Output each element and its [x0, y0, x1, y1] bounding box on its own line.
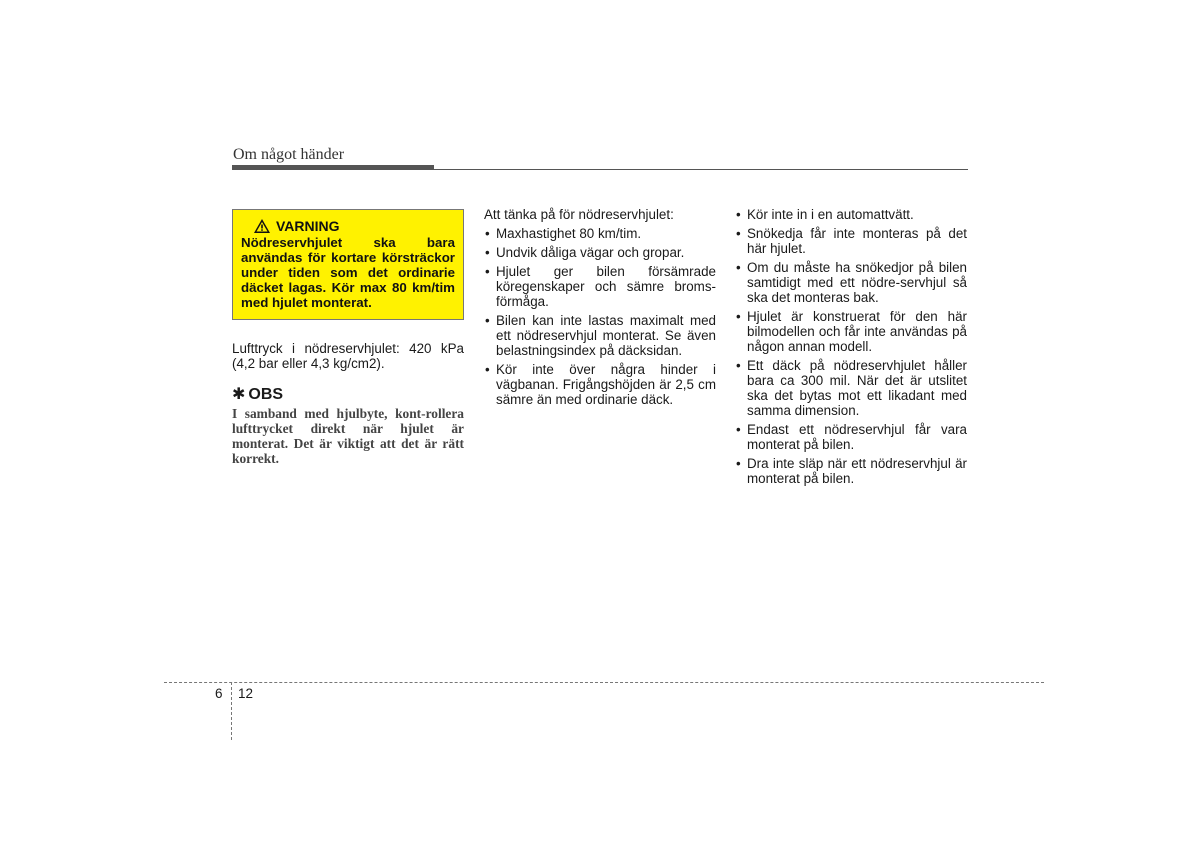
list-item: • Bilen kan inte lastas maximalt med ett nödreservhjul monterat. Se även belastningsindex på däcksidan. [484, 313, 716, 358]
list-intro: Att tänka på för nödreservhjulet: [484, 207, 674, 222]
pressure-text: Lufttryck i nödreservhjulet: 420 kPa (4,2 bar eller 4,3 kg/cm2). [232, 341, 464, 371]
list-item: • Dra inte släp när ett nödreservhjul är monterat på bilen. [735, 456, 967, 486]
list-item: • Hjulet är konstruerat för den här bilmodellen och får inte användas på någon annan modell. [735, 309, 967, 354]
footer-divider [231, 682, 232, 740]
header-bar [232, 165, 434, 170]
obs-heading [232, 386, 464, 404]
page-header-title: Om något händer [233, 146, 345, 163]
header-rule [434, 169, 968, 170]
list-item: • Kör inte över några hinder i vägbanan. Frigångshöjden är 2,5 cm sämre än med ordinarie däck. [484, 362, 716, 407]
column-middle [484, 207, 716, 411]
list-item: • Endast ett nödreservhjul får vara monterat på bilen. [735, 422, 967, 452]
list-item: • Kör inte in i en automattvätt. [735, 207, 967, 222]
chapter-number: 6 [215, 686, 223, 701]
list-item: • Snökedja får inte monteras på det här hjulet. [735, 226, 967, 256]
list-item: • Om du måste ha snökedjor på bilen samtidigt med ett nödre-servhjul så ska det monteras bak. [735, 260, 967, 305]
obs-title: OBS [248, 386, 284, 403]
warning-heading [253, 218, 455, 234]
column-left [232, 209, 464, 466]
warning-box [232, 209, 464, 320]
list-item: • Hjulet ger bilen försämrade köregenskaper och sämre broms-förmåga. [484, 264, 716, 309]
warning-title: VARNING [276, 217, 340, 234]
column-right [735, 207, 967, 490]
tips-list [484, 226, 716, 407]
warning-triangle-icon [253, 218, 271, 234]
obs-text: I samband med hjulbyte, kont-rollera lufttrycket direkt när hjulet är monterat. Det är viktigt att det är rätt korrekt. [232, 406, 464, 466]
list-item: • Undvik dåliga vägar och gropar. [484, 245, 716, 260]
footer-rule [164, 682, 1044, 683]
page-number: 12 [238, 686, 254, 701]
warning-text: Nödreservhjulet ska bara användas för kortare körsträckor under tiden som det ordinarie däcket lagas. Kör max 80 km/tim med hjulet monterat. [241, 235, 455, 310]
list-item: • Maxhastighet 80 km/tim. [484, 226, 716, 241]
asterisk-icon: ✱ [232, 386, 246, 403]
list-item: • Ett däck på nödreservhjulet håller bara ca 300 mil. När det är utslitet ska det bytas mot ett likadant med samma dimension. [735, 358, 967, 418]
tips-list-continued [735, 207, 967, 486]
